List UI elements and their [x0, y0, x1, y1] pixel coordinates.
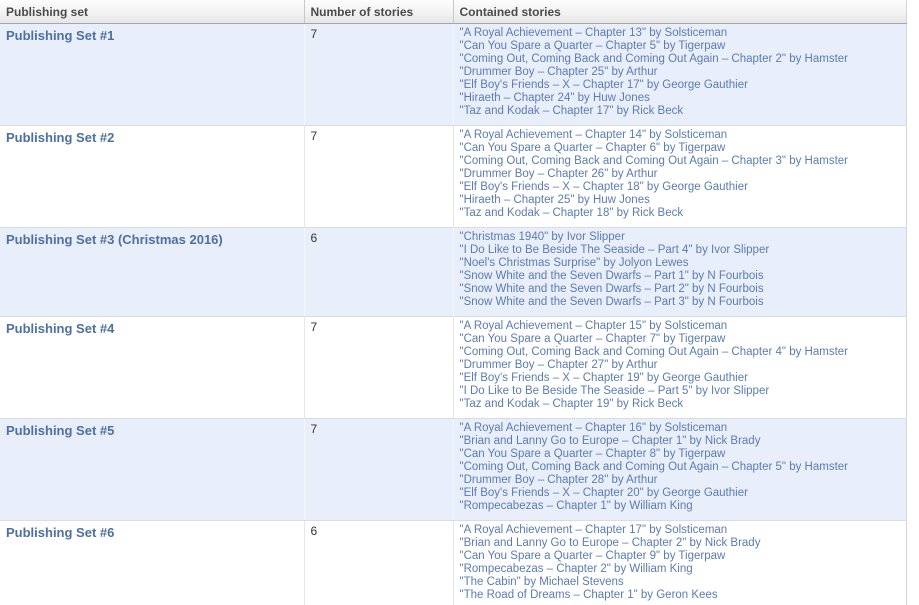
story-link[interactable]: "Elf Boy's Friends – X – Chapter 19" by George Gauthier [459, 372, 748, 384]
story-link[interactable]: "Hiraeth – Chapter 24" by Huw Jones [459, 92, 650, 104]
story-link[interactable]: "Brian and Lanny Go to Europe – Chapter 2" by Nick Brady [459, 537, 761, 549]
story-count: 7 [310, 320, 318, 334]
contained-stories-cell [453, 521, 906, 605]
story-link[interactable]: "Snow White and the Seven Dwarfs – Part 3" by N Fourbois [459, 296, 764, 308]
story-link[interactable]: "Rompecabezas – Chapter 1" by William King [459, 500, 693, 512]
story-link[interactable]: "Snow White and the Seven Dwarfs – Part 1" by N Fourbois [459, 270, 764, 282]
story-link[interactable]: "Snow White and the Seven Dwarfs – Part 2" by N Fourbois [459, 283, 764, 295]
story-link[interactable]: "The Cabin" by Michael Stevens [459, 576, 624, 588]
story-link[interactable]: "Can You Spare a Quarter – Chapter 7" by Tigerpaw [459, 333, 726, 345]
story-count-cell [304, 126, 453, 228]
table-row [0, 24, 906, 126]
contained-stories-cell [453, 126, 906, 228]
publishing-set-link[interactable]: Publishing Set #4 [6, 321, 115, 336]
story-count-cell [304, 317, 453, 419]
publishing-set-cell [0, 419, 304, 521]
story-link[interactable]: "Christmas 1940" by Ivor Slipper [459, 231, 625, 243]
story-count: 6 [310, 231, 318, 245]
story-link[interactable]: "Coming Out, Coming Back and Coming Out Again – Chapter 2" by Hamster [459, 53, 848, 65]
story-link[interactable]: "A Royal Achievement – Chapter 16" by Solsticeman [459, 422, 728, 434]
story-link[interactable]: "Elf Boy's Friends – X – Chapter 17" by George Gauthier [459, 79, 748, 91]
story-count-cell [304, 24, 453, 126]
publishing-set-link[interactable]: Publishing Set #5 [6, 423, 115, 438]
table-row [0, 126, 906, 228]
story-link[interactable]: "Brian and Lanny Go to Europe – Chapter 1" by Nick Brady [459, 435, 761, 447]
column-header-number-of-stories: Number of stories [304, 0, 453, 24]
contained-stories-cell [453, 228, 906, 317]
story-link[interactable]: "Coming Out, Coming Back and Coming Out Again – Chapter 5" by Hamster [459, 461, 848, 473]
publishing-table-body [0, 24, 906, 605]
story-link[interactable]: "Coming Out, Coming Back and Coming Out Again – Chapter 3" by Hamster [459, 155, 848, 167]
story-count: 7 [310, 27, 318, 41]
story-count-cell [304, 228, 453, 317]
story-link[interactable]: "Can You Spare a Quarter – Chapter 6" by Tigerpaw [459, 142, 726, 154]
table-row [0, 317, 906, 419]
publishing-set-cell [0, 126, 304, 228]
story-link[interactable]: "A Royal Achievement – Chapter 15" by Solsticeman [459, 320, 728, 332]
contained-stories-cell [453, 317, 906, 419]
story-link[interactable]: "Taz and Kodak – Chapter 19" by Rick Beck [459, 398, 684, 410]
story-link[interactable]: "Noel's Christmas Surprise" by Jolyon Lewes [459, 257, 689, 269]
publishing-set-link[interactable]: Publishing Set #1 [6, 28, 115, 43]
column-header-contained-stories: Contained stories [453, 0, 906, 24]
publishing-set-link[interactable]: Publishing Set #6 [6, 525, 115, 540]
table-row [0, 419, 906, 521]
publishing-set-cell [0, 24, 304, 126]
story-link[interactable]: "Rompecabezas – Chapter 2" by William King [459, 563, 693, 575]
story-link[interactable]: "Can You Spare a Quarter – Chapter 5" by Tigerpaw [459, 40, 726, 52]
story-link[interactable]: "A Royal Achievement – Chapter 17" by Solsticeman [459, 524, 728, 536]
story-link[interactable]: "Elf Boy's Friends – X – Chapter 20" by George Gauthier [459, 487, 748, 499]
story-link[interactable]: "Can You Spare a Quarter – Chapter 9" by Tigerpaw [459, 550, 726, 562]
story-link[interactable]: "Drummer Boy – Chapter 25" by Arthur [459, 66, 658, 78]
story-count-cell [304, 419, 453, 521]
publishing-set-cell [0, 521, 304, 605]
publishing-set-cell [0, 317, 304, 419]
story-link[interactable]: "Taz and Kodak – Chapter 18" by Rick Beck [459, 207, 684, 219]
story-link[interactable]: "Drummer Boy – Chapter 27" by Arthur [459, 359, 658, 371]
column-header-publishing-set: Publishing set [0, 0, 304, 24]
story-count-cell [304, 521, 453, 605]
story-link[interactable]: "Hiraeth – Chapter 25" by Huw Jones [459, 194, 650, 206]
story-link[interactable]: "Drummer Boy – Chapter 26" by Arthur [459, 168, 658, 180]
publishing-set-link[interactable]: Publishing Set #2 [6, 130, 115, 145]
story-link[interactable]: "Drummer Boy – Chapter 28" by Arthur [459, 474, 658, 486]
story-link[interactable]: "The Road of Dreams – Chapter 1" by Geron Kees [459, 589, 718, 601]
publishing-set-link[interactable]: Publishing Set #3 (Christmas 2016) [6, 232, 223, 247]
story-link[interactable]: "Can You Spare a Quarter – Chapter 8" by Tigerpaw [459, 448, 726, 460]
table-row [0, 228, 906, 317]
story-link[interactable]: "I Do Like to Be Beside The Seaside – Part 4" by Ivor Slipper [459, 244, 770, 256]
story-count: 7 [310, 422, 318, 436]
contained-stories-cell [453, 419, 906, 521]
story-link[interactable]: "A Royal Achievement – Chapter 13" by Solsticeman [459, 27, 728, 39]
story-link[interactable]: "Taz and Kodak – Chapter 17" by Rick Beck [459, 105, 684, 117]
contained-stories-cell [453, 24, 906, 126]
table-row [0, 521, 906, 605]
publishing-set-cell [0, 228, 304, 317]
story-count: 6 [310, 524, 318, 538]
table-header [0, 0, 906, 24]
story-count: 7 [310, 129, 318, 143]
story-link[interactable]: "Coming Out, Coming Back and Coming Out Again – Chapter 4" by Hamster [459, 346, 848, 358]
story-link[interactable]: "A Royal Achievement – Chapter 14" by Solsticeman [459, 129, 728, 141]
story-link[interactable]: "I Do Like to Be Beside The Seaside – Part 5" by Ivor Slipper [459, 385, 770, 397]
story-link[interactable]: "Elf Boy's Friends – X – Chapter 18" by George Gauthier [459, 181, 748, 193]
